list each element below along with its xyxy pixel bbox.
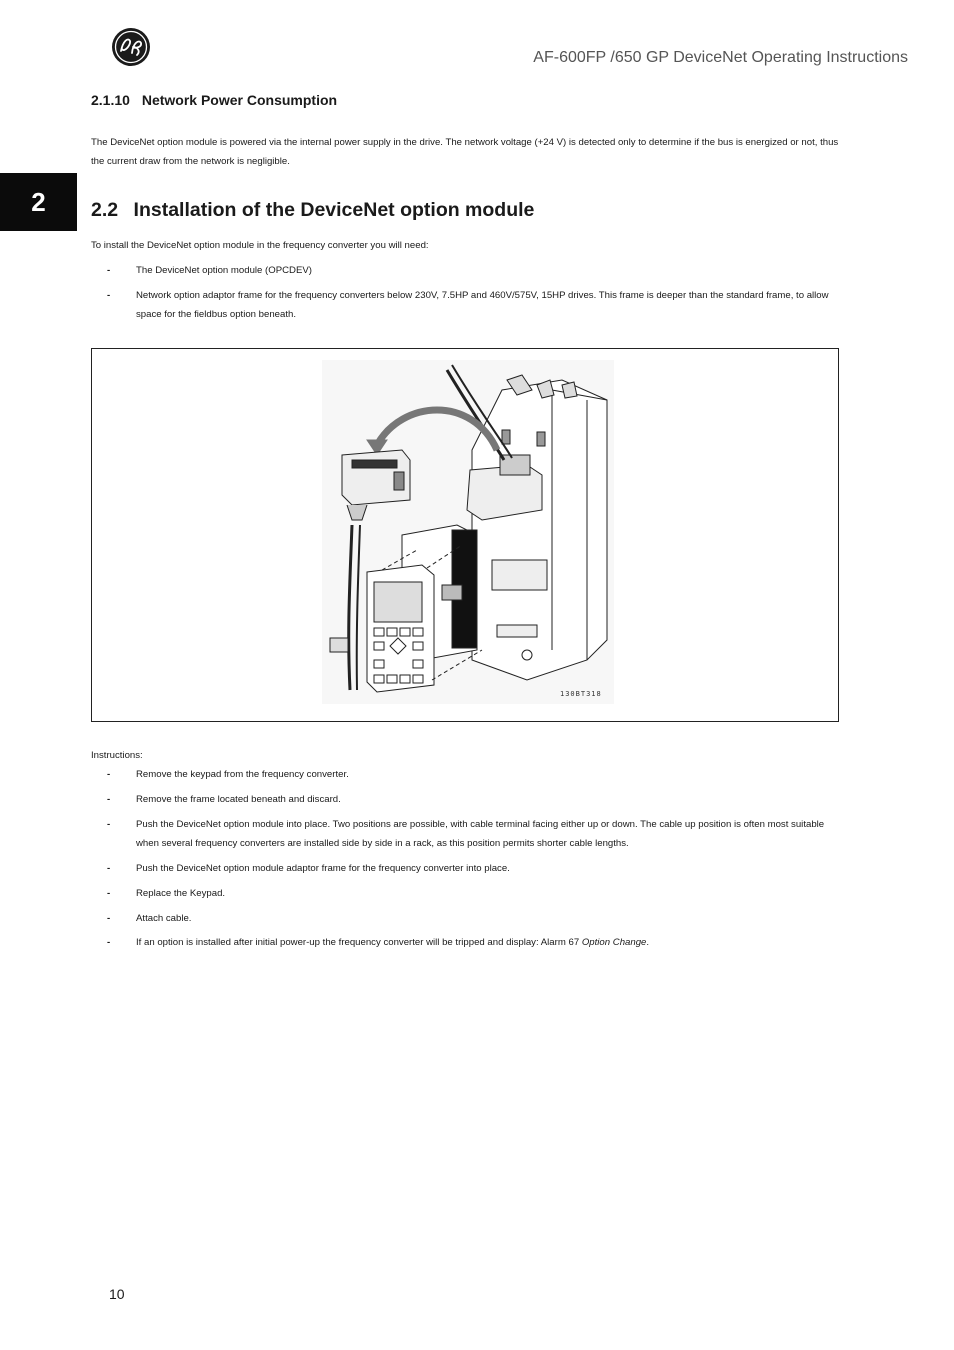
document-header-title: AF-600FP /650 GP DeviceNet Operating Instructions <box>533 49 908 66</box>
subsection-number: 2.1.10 <box>91 92 130 108</box>
bullet-dash: - <box>107 794 111 805</box>
list-item-text: Remove the keypad from the frequency converter. <box>136 769 349 780</box>
list-item <box>91 884 841 903</box>
list-item-text: Remove the frame located beneath and discard. <box>136 794 341 805</box>
alarm-step-text: If an option is installed after initial power-up the frequency converter will be tripped and display: Alarm 67 <box>136 937 582 948</box>
list-item-text: Attach cable. <box>136 913 192 924</box>
list-item <box>91 261 841 280</box>
list-item <box>91 859 841 878</box>
list-item <box>91 286 841 324</box>
section-heading <box>91 199 534 222</box>
alarm-name: Option Change <box>581 937 647 948</box>
list-item <box>91 933 841 952</box>
figure-code: 130BT318 <box>560 690 602 698</box>
list-item <box>91 909 841 928</box>
section-title: Installation of the DeviceNet option module <box>133 199 535 221</box>
bullet-dash: - <box>107 888 111 899</box>
subsection-heading <box>91 92 337 108</box>
bullet-dash: - <box>107 769 111 780</box>
list-item-text: Network option adaptor frame for the frequency converters below 230V, 7.5HP and 460V/575V, 15HP drives. This frame is deeper than the standard frame, to allow space for the fieldbus option beneath. <box>136 290 829 320</box>
ge-logo-icon <box>111 27 151 67</box>
power-consumption-paragraph: The DeviceNet option module is powered via the internal power supply in the drive. The network voltage (+24 V) is detected only to determine if the bus is energized or not, thus the current draw from the network is negligible. <box>91 137 839 167</box>
bullet-dash: - <box>107 937 111 948</box>
bullet-dash: - <box>107 290 111 301</box>
list-item <box>91 790 841 809</box>
installation-intro: To install the DeviceNet option module in the frequency converter you will need: <box>91 240 429 251</box>
list-item-text: The DeviceNet option module (OPCDEV) <box>136 265 312 276</box>
subsection-title: Network Power Consumption <box>141 92 338 108</box>
list-item-text <box>136 933 841 952</box>
installation-illustration <box>322 360 614 704</box>
instructions-label: Instructions: <box>91 750 143 761</box>
page-number: 10 <box>109 1286 125 1302</box>
installation-figure <box>91 348 839 722</box>
section-number: 2.2 <box>91 199 119 221</box>
list-item-text: Push the DeviceNet option module into place. Two positions are possible, with cable terminal facing either up or down. The cable up position is often most suitable when several frequency converters are installed side by side in a rack, as this position permits shorter cable lengths. <box>136 819 825 849</box>
list-item <box>91 765 841 784</box>
alarm-step-suffix: . <box>646 937 650 948</box>
list-item-text: Push the DeviceNet option module adaptor frame for the frequency converter into place. <box>136 863 510 874</box>
list-item <box>91 815 841 853</box>
bullet-dash: - <box>107 863 111 874</box>
chapter-tab: 2 <box>0 173 77 231</box>
list-item-text: Replace the Keypad. <box>136 888 226 899</box>
bullet-dash: - <box>107 913 111 924</box>
bullet-dash: - <box>107 819 111 830</box>
bullet-dash: - <box>107 265 111 276</box>
